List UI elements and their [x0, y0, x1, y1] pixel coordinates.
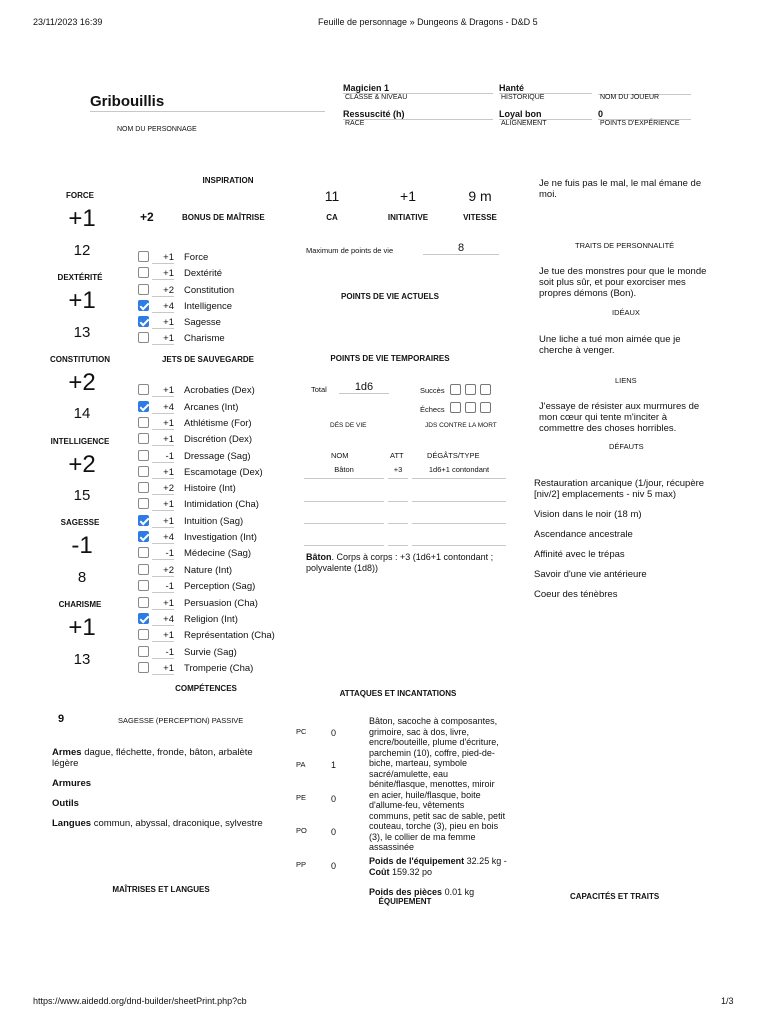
feature-item: Restauration arcanique (1/jour, récupère [niv/2] emplacements - niv 5 max) [534, 478, 705, 500]
skill-name: Dressage (Sag) [184, 451, 251, 462]
skill-mod: -1 [152, 451, 174, 463]
skill-proficiency-checkbox[interactable] [138, 466, 149, 477]
skill-proficiency-checkbox[interactable] [138, 384, 149, 395]
save-mod: +4 [152, 301, 174, 313]
ability-score-charisme: 13 [73, 651, 91, 668]
save-proficiency-checkbox[interactable] [138, 251, 149, 262]
feature-item: Ascendance ancestrale [534, 529, 633, 540]
experience-points: 0 [598, 109, 691, 120]
skill-proficiency-checkbox[interactable] [138, 597, 149, 608]
money-value: 0 [331, 861, 337, 871]
skill-name: Discrétion (Dex) [184, 434, 253, 445]
skill-name: Médecine (Sag) [184, 548, 252, 559]
armor-class-label: CA [326, 213, 338, 222]
money-value: 1 [331, 760, 337, 770]
skill-name: Tromperie (Cha) [184, 663, 254, 674]
skill-proficiency-checkbox[interactable] [138, 401, 149, 412]
death-save-success-box[interactable] [450, 384, 461, 395]
proficiency-bonus: +2 [140, 210, 154, 224]
equipment-cost-label: Coût [369, 866, 390, 877]
weapons-value: dague, fléchette, fronde, bâton, arbalète légère [52, 747, 253, 769]
weapons-proficiencies [52, 747, 272, 769]
hp-current-label: POINTS DE VIE ACTUELS [341, 292, 439, 301]
skill-proficiency-checkbox[interactable] [138, 580, 149, 591]
experience-label: POINTS D'EXPÉRIENCE [600, 120, 680, 127]
save-proficiency-checkbox[interactable] [138, 332, 149, 343]
ability-score-force: 12 [73, 242, 91, 259]
ability-label-charisme: CHARISME [58, 600, 102, 609]
skill-proficiency-checkbox[interactable] [138, 531, 149, 542]
ability-mod-force: +1 [68, 205, 96, 232]
attack-name-empty [304, 510, 384, 524]
save-proficiency-checkbox[interactable] [138, 316, 149, 327]
print-page-number: 1/3 [721, 996, 734, 1006]
skill-name: Escamotage (Dex) [184, 467, 263, 478]
ability-mod-charisme: +1 [68, 614, 96, 641]
initiative-label: INITIATIVE [387, 213, 429, 222]
death-save-failure-box[interactable] [450, 402, 461, 413]
initiative-value: +1 [400, 188, 416, 204]
inspiration-label: INSPIRATION [202, 176, 254, 185]
hit-dice-value: 1d6 [339, 381, 389, 394]
save-name: Sagesse [184, 317, 221, 328]
skill-mod: -1 [152, 581, 174, 593]
speed-label: VITESSE [463, 213, 497, 222]
ability-label-intelligence: INTELLIGENCE [50, 437, 110, 446]
hp-temp-label: POINTS DE VIE TEMPORAIRES [330, 354, 450, 363]
death-save-failure-box[interactable] [480, 402, 491, 413]
flaws-label: DÉFAUTS [609, 442, 644, 451]
bonds: Une liche a tué mon aimée que je cherche à venger. [539, 334, 681, 356]
speed-value: 9 m [468, 188, 492, 204]
save-proficiency-checkbox[interactable] [138, 267, 149, 278]
print-title: Feuille de personnage » Dungeons & Dragons - D&D 5 [318, 17, 538, 27]
skill-mod: +4 [152, 614, 174, 626]
skill-mod: +1 [152, 385, 174, 397]
hit-dice-total-label: Total [311, 385, 327, 394]
death-save-success-label: Succès [420, 386, 445, 395]
skill-name: Survie (Sag) [184, 647, 237, 658]
skill-mod: +1 [152, 663, 174, 675]
save-mod: +1 [152, 317, 174, 329]
skill-name: Représentation (Cha) [184, 630, 275, 641]
character-name: Gribouillis [90, 93, 325, 112]
attack-name: Bâton [304, 465, 384, 479]
skill-name: Nature (Int) [184, 565, 233, 576]
skill-mod: +1 [152, 467, 174, 479]
skill-proficiency-checkbox[interactable] [138, 433, 149, 444]
skill-mod: +1 [152, 516, 174, 528]
skill-mod: +1 [152, 598, 174, 610]
languages-proficiencies [52, 818, 263, 829]
passive-perception-value: 9 [58, 713, 65, 725]
skill-mod: +1 [152, 418, 174, 430]
proficiency-label: BONUS DE MAÎTRISE [182, 213, 265, 222]
skill-proficiency-checkbox[interactable] [138, 646, 149, 657]
bonds-label: LIENS [615, 376, 637, 385]
equipment-weight-value: 32.25 kg [466, 856, 502, 866]
attack-bonus-empty [388, 488, 408, 502]
ability-label-constitution: CONSTITUTION [50, 355, 110, 364]
race: Ressuscité (h) [343, 109, 493, 120]
class-level-label: CLASSE & NIVEAU [345, 94, 408, 101]
race-label: RACE [345, 120, 365, 127]
attack-description-text: . Corps à corps : +3 (1d6+1 contondant ; polyvalente (1d8)) [306, 552, 494, 573]
save-proficiency-checkbox[interactable] [138, 284, 149, 295]
attacks-col-name: NOM [331, 451, 349, 460]
coins-weight [369, 887, 474, 897]
flaws: J'essaye de résister aux murmures de mon cœur qui tente m'inciter à commettre des choses horribles. [539, 401, 700, 434]
save-mod: +1 [152, 333, 174, 345]
personality-traits: Je ne fuis pas le mal, le mal émane de moi. [539, 178, 702, 200]
save-name: Intelligence [184, 301, 233, 312]
skill-proficiency-checkbox[interactable] [138, 662, 149, 673]
attack-damage: 1d6+1 contondant [412, 465, 506, 479]
armor-label: Armures [52, 778, 92, 789]
hp-max-value: 8 [423, 242, 499, 255]
saving-throws-label: JETS DE SAUVEGARDE [161, 355, 255, 364]
tools-label: Outils [52, 798, 79, 809]
ability-mod-constitution: +2 [68, 369, 96, 396]
attack-name-empty [304, 532, 384, 546]
death-save-failure-label: Échecs [420, 405, 445, 414]
languages-value: commun, abyssal, draconique, sylvestre [93, 818, 263, 829]
attacks-spells-label: ATTAQUES ET INCANTATIONS [339, 689, 457, 698]
save-mod: +2 [152, 285, 174, 297]
equipment-list: Bâton, sacoche à composantes, grimoire, sac à dos, livre, encre/bouteille, plume d'écriture, parchemin (10), coffre, pied-de-biche, marteau, symbole sacré/amulette, eau bénite/flasque, menottes, miroir en acier, huile/flasque, boite d'allume-feu, vêtements communs, petit sac de sable, petit couteau, torche (3), pieu en bois (3), le collier de ma femme assassinée [369, 716, 506, 852]
equipment-weight: Poids de l'équipement 32.25 kg - Coût 159.32 po [369, 856, 507, 877]
skills-label: COMPÉTENCES [175, 684, 237, 693]
save-name: Constitution [184, 285, 235, 296]
ability-label-sagesse: SAGESSE [60, 518, 100, 527]
death-save-failure-box[interactable] [465, 402, 476, 413]
attack-damage-empty [412, 532, 506, 546]
skill-mod: +1 [152, 434, 174, 446]
skill-name: Perception (Sag) [184, 581, 256, 592]
feature-item: Affinité avec le trépas [534, 549, 625, 560]
equipment-label: ÉQUIPEMENT [378, 897, 432, 906]
skill-name: Investigation (Int) [184, 532, 257, 543]
money-value: 0 [331, 794, 337, 804]
attack-bonus-empty [388, 510, 408, 524]
skill-name: Intuition (Sag) [184, 516, 244, 527]
character-name-label: NOM DU PERSONNAGE [117, 126, 197, 133]
skill-mod: +1 [152, 630, 174, 642]
save-name: Dextérité [184, 268, 223, 279]
skill-name: Intimidation (Cha) [184, 499, 259, 510]
features-traits-label: CAPACITÉS ET TRAITS [570, 892, 660, 901]
skill-mod: +4 [152, 402, 174, 414]
weapons-label: Armes [52, 747, 82, 758]
proficiencies-languages-label: MAÎTRISES ET LANGUES [112, 885, 210, 894]
save-mod: +1 [152, 268, 174, 280]
ability-score-sagesse: 8 [77, 569, 87, 586]
ability-mod-dexterite: +1 [68, 287, 96, 314]
skill-proficiency-checkbox[interactable] [138, 482, 149, 493]
skill-mod: +2 [152, 483, 174, 495]
equipment-cost-value: 159.32 po [392, 866, 433, 877]
attack-bonus-empty [388, 532, 408, 546]
attacks-col-att: ATT [390, 451, 404, 460]
skill-mod: +1 [152, 499, 174, 511]
money-label: PO [296, 826, 307, 835]
ideals-label: IDÉAUX [612, 308, 640, 317]
ability-score-constitution: 14 [73, 405, 91, 422]
attack-bonus: +3 [388, 465, 408, 479]
attack-description [306, 552, 506, 574]
ability-label-dexterite: DEXTÉRITÉ [57, 273, 103, 282]
attack-damage-empty [412, 488, 506, 502]
death-save-success-box[interactable] [480, 384, 491, 395]
personality-traits-label: TRAITS DE PERSONNALITÉ [575, 241, 675, 250]
skill-name: Acrobaties (Dex) [184, 385, 255, 396]
ability-mod-sagesse: -1 [71, 532, 93, 559]
hit-dice-label: DÉS DE VIE [330, 422, 367, 429]
money-label: PC [296, 727, 307, 736]
languages-label: Langues [52, 818, 92, 829]
print-url: https://www.aidedd.org/dnd-builder/sheetPrint.php?cb [33, 996, 247, 1006]
save-proficiency-checkbox[interactable] [138, 300, 149, 311]
attack-description-name: Bâton [306, 552, 332, 562]
player-name-label: NOM DU JOUEUR [600, 94, 660, 101]
money-value: 0 [331, 728, 337, 738]
background: Hanté [499, 83, 592, 94]
skill-proficiency-checkbox[interactable] [138, 515, 149, 526]
alignment-label: ALIGNEMENT [501, 120, 547, 127]
money-label: PA [296, 760, 306, 769]
hp-max-label: Maximum de points de vie [306, 246, 394, 255]
equipment-weight-label: Poids de l'équipement [369, 856, 465, 866]
money-label: PP [296, 860, 307, 869]
save-name: Charisme [184, 333, 225, 344]
ideals: Je tue des monstres pour que le monde soit plus sûr, et pour exorciser mes propres démons (Bon). [539, 266, 707, 299]
skill-proficiency-checkbox[interactable] [138, 564, 149, 575]
death-save-success-box[interactable] [465, 384, 476, 395]
skill-proficiency-checkbox[interactable] [138, 498, 149, 509]
skill-mod: -1 [152, 647, 174, 659]
money-value: 0 [331, 827, 337, 837]
print-datetime: 23/11/2023 16:39 [33, 17, 103, 27]
skill-proficiency-checkbox[interactable] [138, 613, 149, 624]
ability-mod-intelligence: +2 [68, 451, 96, 478]
alignment: Loyal bon [499, 109, 592, 120]
feature-item: Vision dans le noir (18 m) [534, 509, 642, 520]
skill-name: Histoire (Int) [184, 483, 236, 494]
armor-class-value: 11 [324, 188, 340, 204]
ability-score-dexterite: 13 [73, 324, 91, 341]
ability-label-force: FORCE [66, 191, 94, 200]
death-saves-label: JDS CONTRE LA MORT [425, 422, 497, 429]
skill-mod: +4 [152, 532, 174, 544]
class-level: Magicien 1 [343, 83, 493, 94]
background-label: HISTORIQUE [501, 94, 545, 101]
skill-name: Arcanes (Int) [184, 402, 239, 413]
skill-proficiency-checkbox[interactable] [138, 629, 149, 640]
save-name: Force [184, 252, 209, 263]
skill-name: Athlétisme (For) [184, 418, 252, 429]
coins-weight-value: 0.01 kg [444, 887, 475, 897]
skill-proficiency-checkbox[interactable] [138, 547, 149, 558]
coins-weight-label: Poids des pièces [369, 887, 443, 897]
attack-name-empty [304, 488, 384, 502]
money-label: PE [296, 793, 307, 802]
feature-item: Coeur des ténèbres [534, 589, 618, 600]
feature-item: Savoir d'une vie antérieure [534, 569, 647, 580]
skill-mod: -1 [152, 548, 174, 560]
skill-mod: +2 [152, 565, 174, 577]
ability-score-intelligence: 15 [73, 487, 91, 504]
attack-damage-empty [412, 510, 506, 524]
skill-name: Persuasion (Cha) [184, 598, 258, 609]
attacks-col-dmg: DÉGÂTS/TYPE [427, 451, 480, 460]
skill-proficiency-checkbox[interactable] [138, 450, 149, 461]
skill-proficiency-checkbox[interactable] [138, 417, 149, 428]
passive-perception-label: SAGESSE (PERCEPTION) PASSIVE [118, 716, 244, 725]
save-mod: +1 [152, 252, 174, 264]
skill-name: Religion (Int) [184, 614, 238, 625]
